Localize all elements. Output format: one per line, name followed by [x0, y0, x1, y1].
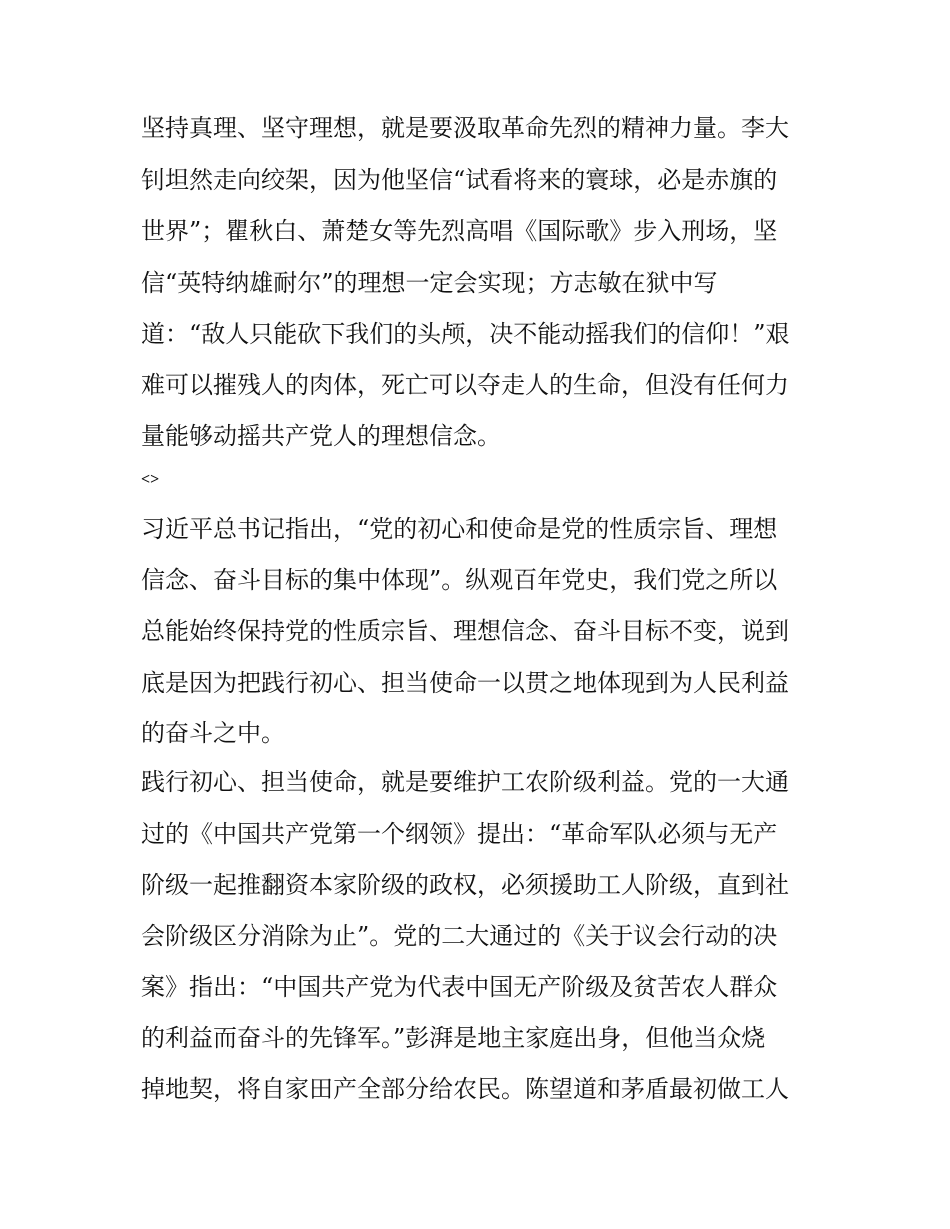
text-line: 难可以摧残人的肉体，死亡可以夺走人的生命，但没有任何力 [141, 371, 789, 399]
text-line: 掉地契，将自家田产全部分给农民。陈望道和茅盾最初做工人 [141, 1075, 789, 1103]
text-line: 的奋斗之中。 [141, 719, 285, 747]
text-line: 过的《中国共产党第一个纲领》提出：“革命军队必须与无产 [141, 820, 778, 848]
text-line: 的利益而奋斗的先锋军。”彭湃是地主家庭出身，但他当众烧 [141, 1024, 766, 1052]
text-line: 世界”；瞿秋白、萧楚女等先烈高唱《国际歌》步入刑场，坚 [141, 217, 778, 245]
text-line: 量能够动摇共产党人的理想信念。 [141, 422, 501, 450]
text-line: 钊坦然走向绞架，因为他坚信“试看将来的寰球，必是赤旗的 [141, 166, 778, 194]
section-marker: <> [141, 471, 160, 488]
text-line: 信“英特纳雄耐尔”的理想一定会实现；方志敏在狱中写 [141, 269, 718, 297]
text-line: 阶级一起推翻资本家阶级的政权，必须援助工人阶级，直到社 [141, 871, 789, 899]
text-line: 信念、奋斗目标的集中体现”。纵观百年党史，我们党之所以 [141, 566, 778, 594]
text-line: 会阶级区分消除为止”。党的二大通过的《关于议会行动的决 [141, 922, 778, 950]
text-line: 底是因为把践行初心、担当使命一以贯之地体现到为人民利益 [141, 669, 789, 697]
text-line: 坚持真理、坚守理想，就是要汲取革命先烈的精神力量。李大 [141, 114, 789, 142]
text-line: 习近平总书记指出，“党的初心和使命是党的性质宗旨、理想 [141, 515, 778, 543]
text-line: 案》指出：“中国共产党为代表中国无产阶级及贫苦农人群众 [141, 973, 778, 1001]
text-line: 总能始终保持党的性质宗旨、理想信念、奋斗目标不变，说到 [141, 617, 789, 645]
text-line: 道：“敌人只能砍下我们的头颅，决不能动摇我们的信仰！”艰 [141, 320, 790, 348]
text-line: 践行初心、担当使命，就是要维护工农阶级利益。党的一大通 [141, 768, 789, 796]
